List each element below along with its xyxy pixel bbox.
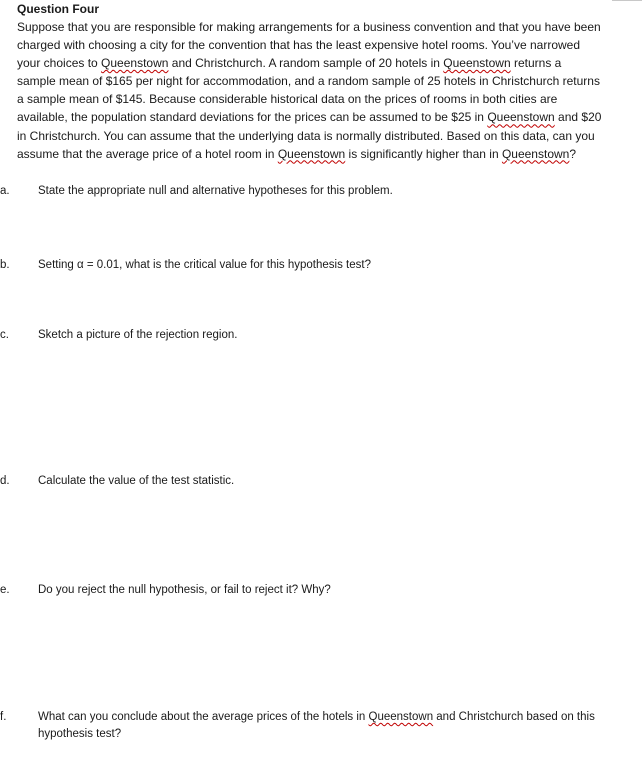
- item-text: Calculate the value of the test statistic.: [38, 475, 235, 487]
- intro-text: is significantly higher than in: [345, 146, 502, 161]
- item-letter: f.: [0, 711, 7, 723]
- question-title: Question Four: [17, 2, 99, 16]
- question-item-f: [0, 709, 598, 743]
- question-item-d: [0, 473, 598, 490]
- item-text: Setting α = 0.01, what is the critical value for this hypothesis test?: [38, 259, 371, 271]
- intro-text: and Christchurch. A random sample of 20 hotels in: [168, 56, 444, 71]
- item-text-part: What can you conclude about the average prices of the hotels in: [38, 711, 369, 723]
- intro-text: Suppose that you are responsible for making arrangements for a business convention and that you have been charged with choosing a city for the convention that has the least expensive hotel rooms. You’ve narrowed your choices to: [17, 20, 601, 71]
- question-item-c: [0, 327, 598, 344]
- item-text: [38, 709, 598, 743]
- question-item-a: [0, 183, 598, 200]
- question-intro: [17, 18, 602, 163]
- spellcheck-word: Queenstown: [487, 110, 555, 125]
- question-item-b: [0, 257, 598, 274]
- item-letter: b.: [0, 259, 10, 271]
- item-letter: c.: [0, 329, 9, 341]
- item-letter: a.: [0, 185, 10, 197]
- item-text: Do you reject the null hypothesis, or fail to reject it? Why?: [38, 584, 331, 596]
- item-text: State the appropriate null and alternative hypotheses for this problem.: [38, 185, 393, 197]
- question-item-e: [0, 582, 598, 599]
- item-letter: d.: [0, 475, 10, 487]
- spellcheck-word: Queenstown: [443, 56, 511, 71]
- document-body: [17, 0, 602, 163]
- item-text: Sketch a picture of the rejection region.: [38, 329, 238, 341]
- spellcheck-word: Queenstown: [101, 56, 169, 71]
- spellcheck-word: Queenstown: [277, 146, 346, 161]
- item-text-part: and Christchurch based on this hypothesis test?: [38, 711, 595, 740]
- spellcheck-word: Queenstown: [501, 146, 570, 161]
- page-corner-line: [612, 0, 642, 1]
- intro-text: returns a sample mean of $165 per night for accommodation, and a random sample of 25 hotels in Christchurch returns a sample mean of $145. Because considerable historical data on the prices of rooms in both cities are available, the population standard deviations for the prices can be assumed to be $25 in: [17, 56, 600, 125]
- intro-text: and $20 in Christchurch. You can assume that the underlying data is normally distributed. Based on this data, can you assume that the average price of a hotel room in: [17, 110, 602, 161]
- spellcheck-word: Queenstown: [368, 711, 434, 723]
- item-letter: e.: [0, 584, 10, 596]
- intro-text: ?: [569, 146, 577, 161]
